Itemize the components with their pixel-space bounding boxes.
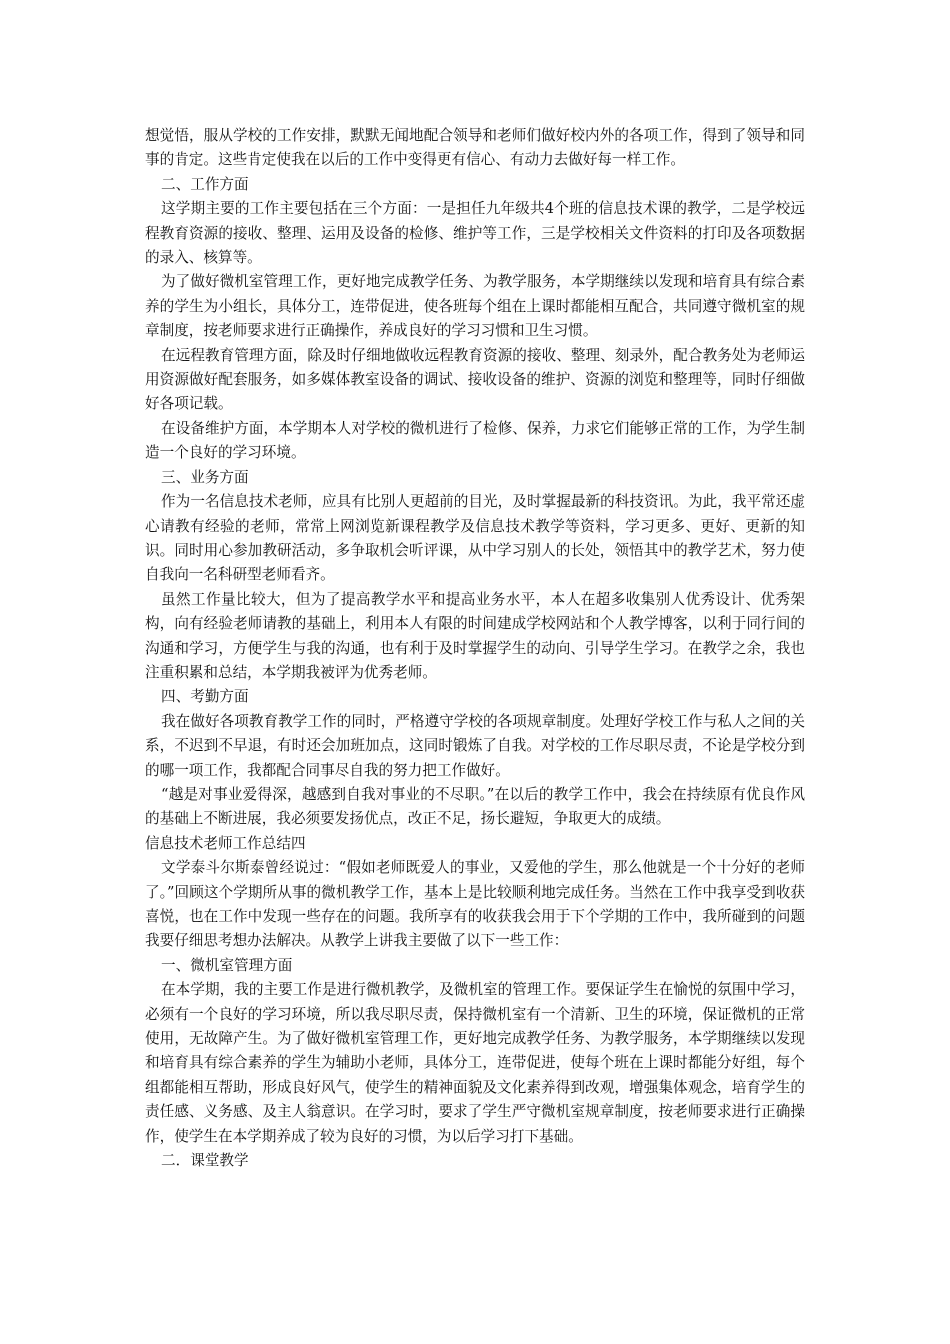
section-heading: 二、工作方面	[161, 175, 249, 193]
paragraph: 在本学期，我的主要工作是进行微机教学，及微机室的管理工作。要保证学生在愉悦的氛围中学习，必须有一个良好的学习环境，所以我尽职尽责，保持微机室有一个清新、卫生的环境，保证微机的正常使用，无故障产生。为了做好微机室管理工作，更好地完成教学任务、为教学服务，本学期继续以发现和培育具有综合素养的学生为辅助小老师，具体分工，连带促进，使每个班在上课时都能分好组，每个组都能相互帮助，形成良好风气，使学生的精神面貌及文化素养得到改观，增强集体观念，培育学生的责任感、义务感、及主人翁意识。在学习时，要求了学生严守微机室规章制度，按老师要求进行正确操作，使学生在本学期养成了较为良好的习惯，为以后学习打下基础。	[145, 981, 805, 1145]
section-heading: 一、微机室管理方面	[161, 956, 293, 974]
paragraph: 作为一名信息技术老师，应具有比别人更超前的目光，及时掌握最新的科技资讯。为此，我平常还虚心请教有经验的老师，常常上网浏览新课程教学及信息技术教学等资料，学习更多、更好、更新的知识。同时用心参加教研活动，多争取机会听评课，从中学习别人的长处，领悟其中的教学艺术，努力使自我向一名科研型老师看齐。	[145, 493, 805, 584]
section-heading: 二．课堂教学	[161, 1152, 249, 1170]
section-heading: 四、考勤方面	[161, 688, 249, 706]
document-page	[145, 124, 805, 1173]
paragraph: 我在做好各项教育教学工作的同时，严格遵守学校的各项规章制度。处理好学校工作与私人之间的关系，不迟到不早退，有时还会加班加点，这同时锻炼了自我。对学校的工作尽职尽责，不论是学校分到的哪一项工作，我都配合同事尽自我的努力把工作做好。	[145, 712, 805, 779]
document-title: 信息技术老师工作总结四	[145, 834, 306, 852]
paragraph: 虽然工作量比较大，但为了提高教学水平和提高业务水平，本人在超多收集别人优秀设计、优秀架构，向有经验老师请教的基础上，利用本人有限的时间建成学校网站和个人教学博客，以利于同行间的沟通和学习，方便学生与我的沟通，也有利于及时掌握学生的动向、引导学生学习。在教学之余，我也注重积累和总结，本学期我被评为优秀老师。	[145, 590, 805, 681]
paragraph: 在设备维护方面，本学期本人对学校的微机进行了检修、保养，力求它们能够正常的工作，为学生制造一个良好的学习环境。	[145, 419, 805, 462]
paragraph: “越是对事业爱得深，越感到自我对事业的不尽职。”在以后的教学工作中，我会在持续原有优良作风的基础上不断进展，我必须要发扬优点，改正不足，扬长避短，争取更大的成绩。	[145, 785, 805, 828]
paragraph: 为了做好微机室管理工作，更好地完成教学任务、为教学服务，本学期继续以发现和培育具有综合素养的学生为小组长，具体分工，连带促进，使各班每个组在上课时都能相互配合，共同遵守微机室的规章制度，按老师要求进行正确操作，养成良好的学习习惯和卫生习惯。	[145, 273, 805, 340]
paragraph: 这学期主要的工作主要包括在三个方面：一是担任九年级共4个班的信息技术课的教学，二是学校远程教育资源的接收、整理、运用及设备的检修、维护等工作，三是学校相关文件资料的打印及各项数据的录入、核算等。	[145, 200, 805, 267]
paragraph: 在远程教育管理方面，除及时仔细地做收远程教育资源的接收、整理、刻录外，配合教务处为老师运用资源做好配套服务，如多媒体教室设备的调试、接收设备的维护、资源的浏览和整理等，同时仔细做好各项记载。	[145, 346, 805, 413]
paragraph: 文学泰斗尔斯泰曾经说过：“假如老师既爱人的事业，又爱他的学生，那么他就是一个十分好的老师了。”回顾这个学期所从事的微机教学工作，基本上是比较顺利地完成任务。当然在工作中我享受到收获喜悦，也在工作中发现一些存在的问题。我所享有的收获我会用于下个学期的工作中，我所碰到的问题我要仔细思考想办法解决。从教学上讲我主要做了以下一些工作：	[145, 859, 805, 950]
section-heading: 三、业务方面	[161, 468, 249, 486]
paragraph: 想觉悟，服从学校的工作安排，默默无闻地配合领导和老师们做好校内外的各项工作，得到了领导和同事的肯定。这些肯定使我在以后的工作中变得更有信心、有动力去做好每一样工作。	[145, 127, 805, 169]
